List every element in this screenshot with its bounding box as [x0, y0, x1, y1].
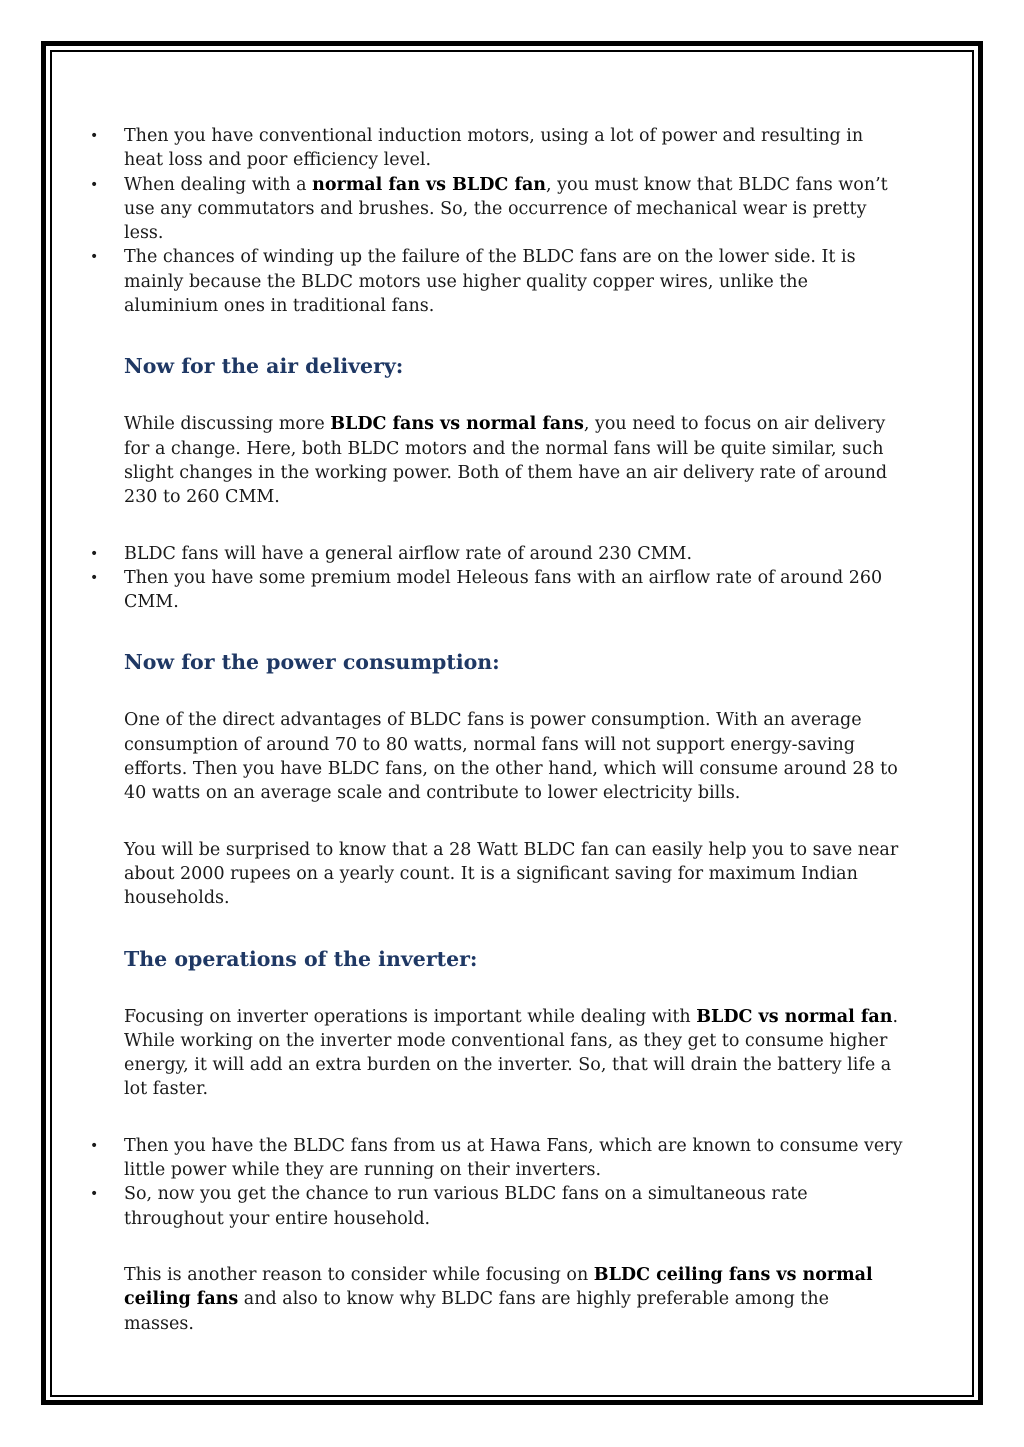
final-paragraph: This is another reason to consider while focusing on BLDC ceiling fans vs normal ceiling fans and also to know why BLDC fans are highly preferable among the masses.: [124, 1264, 873, 1334]
airflow-list: [90, 542, 904, 615]
motor-comparison-list: [90, 124, 904, 318]
bullet-icon: •: [90, 569, 99, 586]
list-item: • Then you have some premium model Heleous fans with an airflow rate of around 260 CMM.: [90, 567, 883, 613]
list-item: • BLDC fans will have a general airflow rate of around 230 CMM.: [124, 542, 904, 566]
bold-phrase: normal fan vs BLDC fan: [312, 174, 547, 195]
heading-power-consumption: Now for the power consumption:: [124, 650, 500, 675]
bold-phrase: BLDC ceiling fans vs normal ceiling fans: [124, 1264, 873, 1310]
list-item: • Then you have conventional induction motors, using a lot of power and resulting in heat loss and poor efficiency level.: [90, 126, 864, 171]
bullet-icon: •: [90, 545, 99, 562]
bold-phrase: BLDC vs normal fan: [696, 1006, 893, 1027]
list-item: • The chances of winding up the failure of the BLDC fans are on the lower side. It is mainly because the BLDC motors use higher quality copper wires, unlike the aluminium ones in traditional fans.: [90, 247, 856, 317]
list-item: • So, now you get the chance to run various BLDC fans on a simultaneous rate throughout your entire household.: [90, 1184, 808, 1229]
document-body: [90, 124, 904, 1336]
list-item: • Then you have the BLDC fans from us at Hawa Fans, which are known to consume very little power while they are running on their inverters.: [90, 1135, 903, 1181]
inverter-paragraph: Focusing on inverter operations is important while dealing with BLDC vs normal fan. While working on the inverter mode conventional fans, as they get to consume higher energy, it will add an extra burden on the inverter. So, that will drain the battery life a lot faster.: [124, 1006, 899, 1100]
bullet-icon: •: [90, 176, 99, 193]
heading-inverter: The operations of the inverter:: [124, 946, 478, 971]
bullet-icon: •: [90, 1186, 99, 1203]
list-item: • When dealing with a normal fan vs BLDC fan, you must know that BLDC fans won’t use any commutators and brushes. So, the occurrence of mechanical wear is pretty less.: [90, 174, 888, 244]
bullet-icon: •: [90, 1137, 99, 1154]
power-paragraph-1: One of the direct advantages of BLDC fans is power consumption. With an average consumption of around 70 to 80 watts, normal fans will not support energy-saving efforts. Then you have BLDC fans, on the other hand, which will consume around 28 to 40 watts on an average scale and contribute to lower electricity bills.: [124, 710, 898, 804]
inverter-list: [90, 1134, 904, 1231]
bold-phrase: BLDC fans vs normal fans: [330, 414, 584, 435]
bullet-icon: •: [90, 128, 99, 144]
air-delivery-paragraph: While discussing more BLDC fans vs normal fans, you need to focus on air delivery for a change. Here, both BLDC motors and the normal fans will be quite similar, such slight changes in the working power. Both of them have an air delivery rate of around 230 to 260 CMM.: [124, 414, 888, 508]
bullet-icon: •: [90, 249, 99, 266]
heading-air-delivery: Now for the air delivery:: [124, 354, 404, 379]
power-paragraph-2: You will be surprised to know that a 28 Watt BLDC fan can easily help you to save near about 2000 rupees on a yearly count. It is a significant saving for maximum Indian households.: [124, 839, 899, 909]
